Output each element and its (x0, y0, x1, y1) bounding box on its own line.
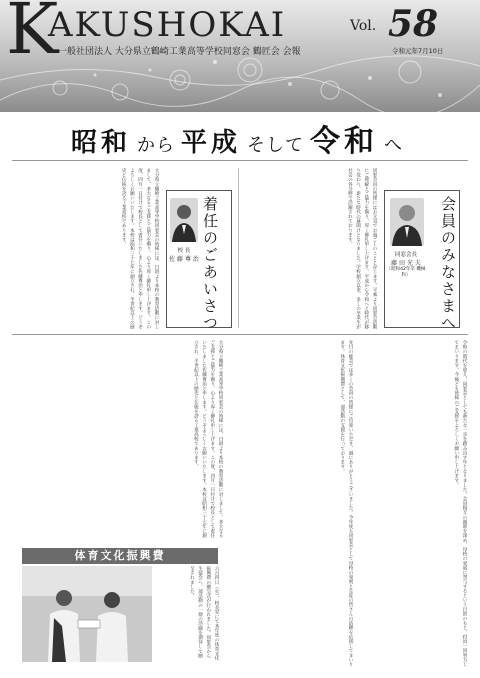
headline-e: へ (384, 135, 404, 156)
headline-kara: から (137, 135, 175, 156)
headline (0, 116, 480, 160)
lower-middle-text: 先日の総会では多くの会員の皆様にご出席いただき、誠にありがとうございました。今年度も同窓会として母校の発展と生徒の皆さんの活躍を応援してまいります。体育文化振興費として、部活動の支援を行っております。 (339, 340, 353, 667)
right-greeting-title: 会員のみなさまへ (439, 196, 457, 332)
issue-date: 令和元年7月10日 (392, 47, 444, 55)
principal-role: 校 長 (177, 248, 191, 254)
headline-showa: 昭和 (70, 128, 131, 158)
person-icon (390, 198, 424, 246)
organization-name: 一般社団法人 大分県立鶴崎工業高等学校同窓会 鶴匠会 会報 (58, 47, 301, 57)
lower-left-text: 大分県立鶴崎工業高等学校同窓会の皆様には、日頃より本校の教育活動に対しまして、多大なるご支援とご協力を賜り、心より厚く御礼申し上げます。この度、四月一日付けで校長として着任いたしました佐藤尊治と申します。どうぞよろしくお願いいたします。本校は昭和三十七年に創立され、半世紀以上の歴史と伝統を誇る工業高校であります。 (193, 340, 223, 538)
president-note: （昭和42年卒 機械科） (386, 267, 426, 278)
masthead-title-initial: K (6, 0, 59, 70)
sports-section-header: 体育文化振興費 (22, 548, 218, 564)
ceremony-photo-icon (22, 566, 152, 662)
sports-photo (22, 566, 152, 662)
headline-heisei: 平成 (181, 128, 242, 158)
masthead (0, 0, 480, 112)
right-article-text: 同窓会員の皆様にはお元気でお過ごしのことと存じます。平素より同窓会活動にご理解とご協力を賜り、厚く御礼申し上げます。平成から令和へと時代が移り変わり、新たな時代の幕開けとなりました。学校創立以来、多くの卒業生が社会の各分野で活躍されております。 (347, 168, 377, 329)
left-article-text: 大分県立鶴崎工業高等学校同窓会の皆様には、日頃より本校の教育活動に対しまして、多大なるご支援とご協力を賜り、心より厚く御礼申し上げます。この度、四月一日付けで校長として着任いたしました佐藤尊治と申します。どうぞよろしくお願いいたします。本校は昭和三十七年に創立され、半世紀以上の歴史と伝統を誇る工業高校であります。 (121, 168, 159, 329)
headline-reiwa: 令和 (310, 124, 379, 159)
sports-text: 六月四日（火）、校長室にて本年度の体育文化振興費の贈呈式が行われました。同窓会から生徒会へ、部活動の一層の活躍を期待して贈呈されました。 (189, 566, 219, 661)
lower-right-text: 令和の時代を迎え、同窓会としても新たな一歩を踏み出す年となりました。会員相互の親睦を深め、母校の発展に寄与するという目的のもと、役員一同努力してまいります。今後とも皆様のご支援をよろしくお願い申し上げます。 (453, 340, 467, 667)
president-name: 藤 田 光 夫 (391, 260, 421, 267)
headline-rule (12, 160, 468, 161)
person-icon (170, 198, 198, 242)
section-rule (12, 334, 468, 335)
masthead-title: AKUSHOKAI (48, 5, 287, 45)
president-portrait (390, 198, 424, 246)
president-role: 同窓会長 (394, 252, 417, 258)
left-greeting-title: 着任のごあいさつ (201, 196, 219, 332)
principal-portrait (170, 198, 198, 242)
column-divider (238, 168, 239, 328)
headline-soshite: そして (247, 135, 305, 156)
volume-number: 58 (388, 3, 439, 45)
principal-name: 佐 藤 尊 治 (169, 256, 199, 263)
volume-label: Vol. (350, 18, 377, 34)
